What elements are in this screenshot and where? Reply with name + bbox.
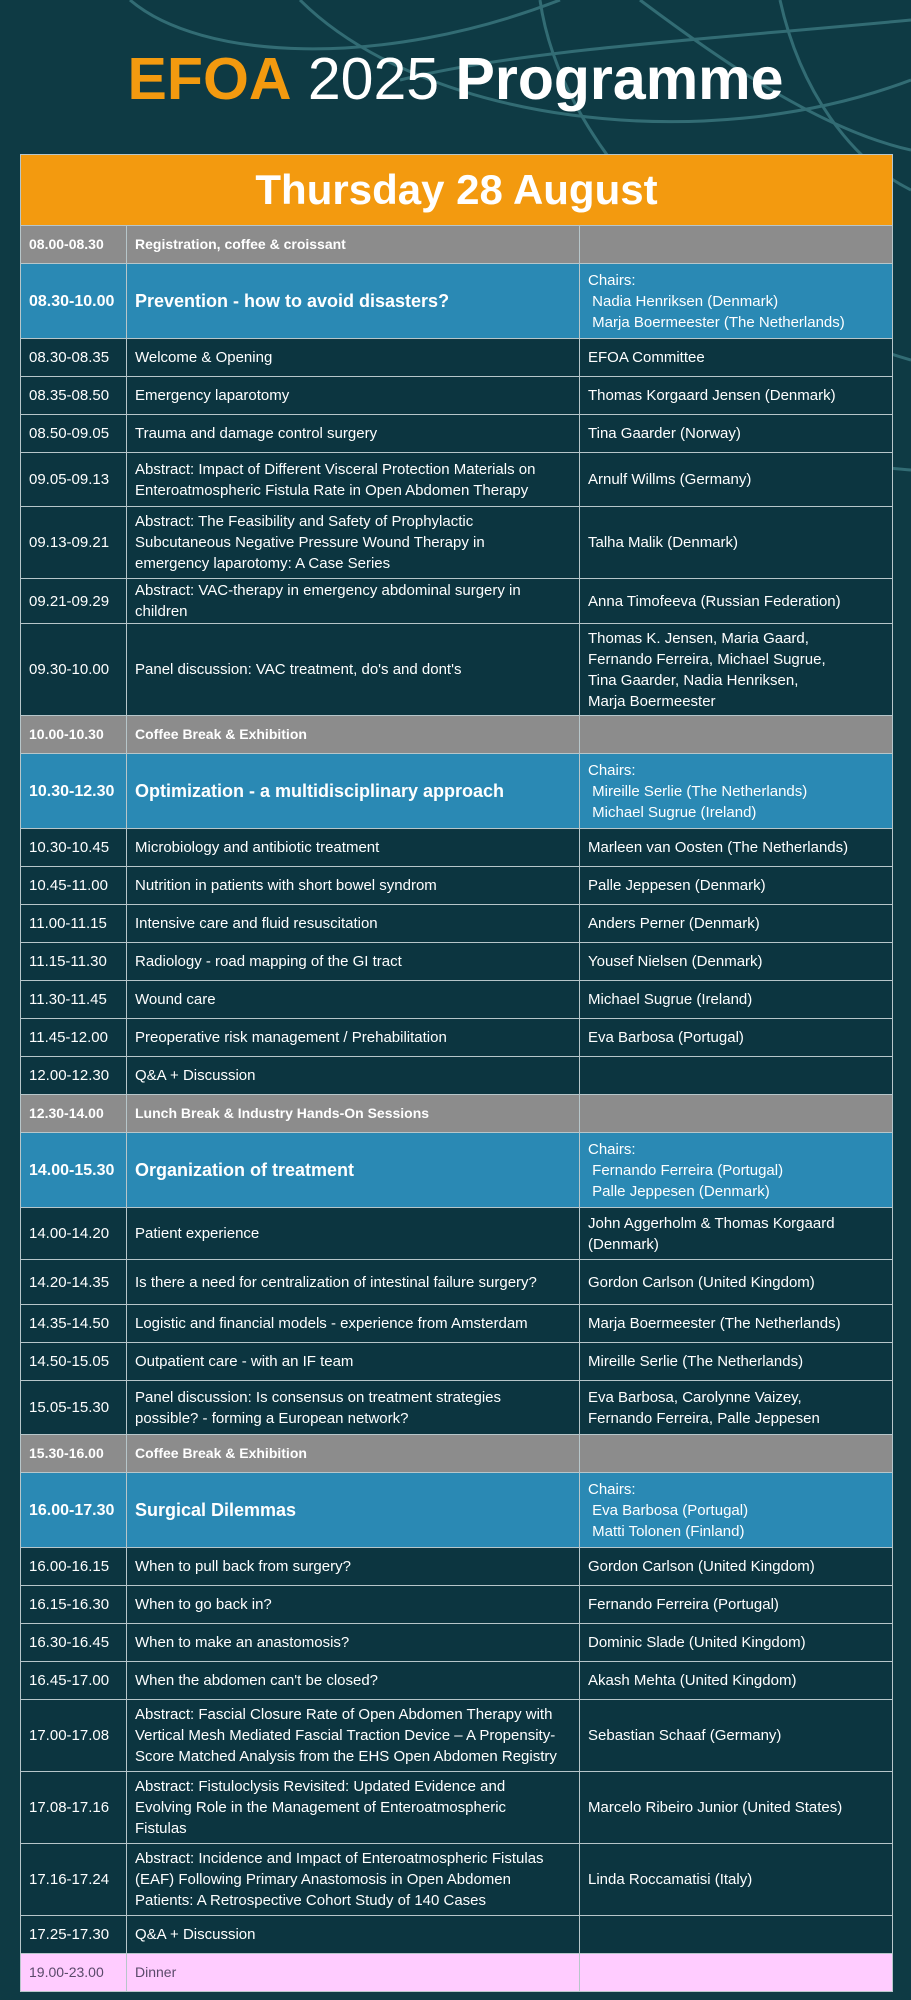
speaker-text (588, 1387, 820, 1429)
title-text (135, 1387, 501, 1429)
brand-name: EFOA (127, 46, 292, 112)
chairs-list (588, 1139, 783, 1202)
chairs-label: Chairs: (588, 1480, 636, 1498)
time-cell: 16.00-16.15 (21, 1548, 127, 1585)
chairs-cell (580, 754, 890, 828)
speaker-cell: Marja Boermeester (The Netherlands) (588, 1315, 841, 1332)
table-row (21, 1772, 892, 1844)
time-cell: 16.00-17.30 (21, 1473, 127, 1547)
time-cell: 11.30-11.45 (21, 981, 127, 1018)
speaker-cell: Anna Timofeeva (Russian Federation) (588, 592, 841, 610)
session-title: Prevention - how to avoid disasters? (127, 264, 580, 338)
chairs-list (588, 270, 845, 333)
speaker-cell: Fernando Ferreira (Portugal) (588, 1596, 779, 1613)
speaker-cell: Marleen van Oosten (The Netherlands) (588, 839, 849, 856)
programme-year: 2025 (307, 46, 440, 112)
table-row (21, 1916, 892, 1954)
time-cell: 15.05-15.30 (21, 1381, 127, 1434)
title-cell: When the abdomen can't be closed? (127, 1662, 580, 1699)
speaker-line: Marja Boermeester (588, 692, 716, 710)
table-row (21, 1662, 892, 1700)
speaker-cell: Michael Sugrue (Ireland) (588, 991, 753, 1008)
speaker-line: Thomas K. Jensen, Maria Gaard, (588, 629, 809, 647)
title-cell: Microbiology and antibiotic treatment (127, 829, 580, 866)
title-line: Abstract: Fascial Closure Rate of Open Abdomen Therapy with (135, 1706, 553, 1723)
time-cell: 17.25-17.30 (21, 1916, 127, 1953)
time-cell: 09.30-10.00 (21, 624, 127, 715)
title-line: Evolving Role in the Management of Enteroatmospheric (135, 1799, 507, 1816)
table-row (21, 943, 892, 981)
title-line: (EAF) Following Primary Anastomosis in Open Abdomen (135, 1871, 511, 1888)
title-cell: Intensive care and fluid resuscitation (127, 905, 580, 942)
speaker-cell: Arnulf Willms (Germany) (588, 471, 752, 488)
time-cell: 10.30-12.30 (21, 754, 127, 828)
speaker-line: Fernando Ferreira, Michael Sugrue, (588, 650, 826, 668)
title-cell (127, 453, 580, 506)
table-row (21, 453, 892, 507)
session-row (21, 264, 892, 339)
title-line: Subcutaneous Negative Pressure Wound Therapy in (135, 534, 485, 551)
time-cell: 14.00-15.30 (21, 1133, 127, 1207)
speaker-line: Eva Barbosa, Carolynne Vaizey, (588, 1388, 802, 1406)
speaker-cell: Akash Mehta (United Kingdom) (588, 1672, 797, 1689)
time-cell: 08.30-10.00 (21, 264, 127, 338)
title-cell: Logistic and financial models - experience from Amsterdam (127, 1305, 580, 1342)
table-row (21, 415, 892, 453)
speaker-cell: Anders Perner (Denmark) (588, 915, 760, 932)
chair-name: Mireille Serlie (The Netherlands) (588, 782, 808, 800)
chairs-list (588, 1479, 748, 1542)
title-line: Score Matched Analysis from the EHS Open Abdomen Registry (135, 1748, 557, 1765)
time-cell: 17.08-17.16 (21, 1772, 127, 1843)
speaker-line: John Aggerholm & Thomas Korgaard (588, 1214, 835, 1232)
speaker-cell: EFOA Committee (588, 349, 705, 366)
speaker-cell (580, 1208, 890, 1259)
time-cell: 14.00-14.20 (21, 1208, 127, 1259)
speaker-cell (580, 624, 890, 715)
break-row (21, 716, 892, 754)
time-cell: 14.50-15.05 (21, 1343, 127, 1380)
title-cell: Wound care (127, 981, 580, 1018)
title-cell: Registration, coffee & croissant (127, 226, 580, 263)
title-text (135, 580, 521, 622)
title-line: Enteroatmospheric Fistula Rate in Open Abdomen Therapy (135, 481, 529, 499)
title-cell: Welcome & Opening (127, 339, 580, 376)
title-cell: Lunch Break & Industry Hands-On Sessions (127, 1095, 580, 1132)
title-line: Patients: A Retrospective Cohort Study of 140 Cases (135, 1892, 487, 1909)
session-title: Organization of treatment (127, 1133, 580, 1207)
speaker-cell: Dominic Slade (United Kingdom) (588, 1634, 806, 1651)
speaker-cell: Thomas Korgaard Jensen (Denmark) (588, 387, 836, 404)
title-cell: When to go back in? (127, 1586, 580, 1623)
table-row (21, 1586, 892, 1624)
table-row (21, 339, 892, 377)
break-row (21, 1095, 892, 1133)
session-title: Optimization - a multidisciplinary approach (127, 754, 580, 828)
time-cell: 19.00-23.00 (21, 1954, 127, 1991)
title-cell: Preoperative risk management / Prehabilitation (127, 1019, 580, 1056)
time-cell: 14.20-14.35 (21, 1260, 127, 1304)
session-title: Surgical Dilemmas (127, 1473, 580, 1547)
chairs-cell (580, 264, 890, 338)
chairs-label: Chairs: (588, 1140, 636, 1158)
title-cell: Coffee Break & Exhibition (127, 1435, 580, 1472)
title-line: Fistulas (135, 1820, 187, 1837)
table-row (21, 377, 892, 415)
break-row (21, 226, 892, 264)
dinner-row (21, 1954, 892, 1992)
title-cell: Dinner (127, 1954, 580, 1991)
time-cell: 09.21-09.29 (21, 579, 127, 623)
title-text (135, 1776, 506, 1839)
time-cell: 16.30-16.45 (21, 1624, 127, 1661)
title-line: Abstract: Impact of Different Visceral Protection Materials on (135, 460, 536, 478)
time-cell: 08.35-08.50 (21, 377, 127, 414)
time-cell: 12.00-12.30 (21, 1057, 127, 1094)
time-cell: 16.15-16.30 (21, 1586, 127, 1623)
table-row (21, 1548, 892, 1586)
speaker-line: (Denmark) (588, 1235, 659, 1253)
speaker-line: Fernando Ferreira, Palle Jeppesen (588, 1409, 820, 1427)
title-cell: Emergency laparotomy (127, 377, 580, 414)
chair-name: Michael Sugrue (Ireland) (588, 803, 757, 821)
time-cell: 09.13-09.21 (21, 507, 127, 578)
time-cell: 08.50-09.05 (21, 415, 127, 452)
table-row (21, 1343, 892, 1381)
speaker-text (588, 1213, 835, 1255)
title-text (135, 459, 535, 501)
title-line: Abstract: The Feasibility and Safety of Prophylactic (135, 513, 474, 530)
chairs-list (588, 760, 807, 823)
time-cell: 14.35-14.50 (21, 1305, 127, 1342)
title-cell: Patient experience (127, 1208, 580, 1259)
speaker-cell: Eva Barbosa (Portugal) (588, 1029, 744, 1046)
table-row (21, 1260, 892, 1305)
title-line: Abstract: Incidence and Impact of Enteroatmospheric Fistulas (135, 1850, 544, 1867)
chairs-cell (580, 1473, 890, 1547)
speaker-cell: Yousef Nielsen (Denmark) (588, 953, 763, 970)
table-row (21, 1381, 892, 1435)
speaker-cell: Gordon Carlson (United Kingdom) (588, 1273, 815, 1291)
title-cell: Coffee Break & Exhibition (127, 716, 580, 753)
title-cell: When to pull back from surgery? (127, 1548, 580, 1585)
table-row (21, 579, 892, 624)
title-cell (127, 1772, 580, 1843)
speaker-cell (580, 1435, 890, 1472)
speaker-cell (580, 1095, 890, 1132)
table-row (21, 1208, 892, 1260)
speaker-cell (580, 1916, 890, 1953)
title-cell (127, 1381, 580, 1434)
title-cell (127, 579, 580, 623)
time-cell: 08.30-08.35 (21, 339, 127, 376)
time-cell: 11.45-12.00 (21, 1019, 127, 1056)
title-cell: Radiology - road mapping of the GI tract (127, 943, 580, 980)
time-cell: 17.16-17.24 (21, 1844, 127, 1915)
break-row (21, 1435, 892, 1473)
speaker-cell (580, 226, 890, 263)
time-cell: 12.30-14.00 (21, 1095, 127, 1132)
title-cell: Q&A + Discussion (127, 1057, 580, 1094)
speaker-cell: Tina Gaarder (Norway) (588, 425, 741, 442)
time-cell: 16.45-17.00 (21, 1662, 127, 1699)
time-cell: 08.00-08.30 (21, 226, 127, 263)
time-cell: 10.45-11.00 (21, 867, 127, 904)
page-title (0, 42, 911, 116)
table-row (21, 905, 892, 943)
programme-table (20, 154, 893, 1992)
title-cell: When to make an anastomosis? (127, 1624, 580, 1661)
session-row (21, 1473, 892, 1548)
speaker-cell: Talha Malik (Denmark) (588, 534, 739, 551)
title-cell: Trauma and damage control surgery (127, 415, 580, 452)
title-line: children (135, 603, 188, 620)
title-line: Abstract: Fistuloclysis Revisited: Updated Evidence and (135, 1778, 506, 1795)
table-row (21, 981, 892, 1019)
chair-name: Palle Jeppesen (Denmark) (588, 1182, 770, 1200)
speaker-cell: Palle Jeppesen (Denmark) (588, 877, 766, 894)
title-cell: Nutrition in patients with short bowel syndrom (127, 867, 580, 904)
speaker-text (588, 628, 826, 712)
speaker-line: Tina Gaarder, Nadia Henriksen, (588, 671, 799, 689)
table-row (21, 624, 892, 716)
time-cell: 11.00-11.15 (21, 905, 127, 942)
table-row (21, 1305, 892, 1343)
table-row (21, 1844, 892, 1916)
table-row (21, 507, 892, 579)
time-cell: 15.30-16.00 (21, 1435, 127, 1472)
speaker-cell: Linda Roccamatisi (Italy) (588, 1871, 753, 1888)
session-row (21, 754, 892, 829)
speaker-cell: Sebastian Schaaf (Germany) (588, 1727, 782, 1744)
title-cell: Is there a need for centralization of intestinal failure surgery? (127, 1260, 580, 1304)
title-cell: Panel discussion: VAC treatment, do's and dont's (127, 624, 580, 715)
title-text (135, 1848, 544, 1911)
chairs-label: Chairs: (588, 761, 636, 779)
chair-name: Fernando Ferreira (Portugal) (588, 1161, 784, 1179)
title-line: emergency laparotomy: A Case Series (135, 555, 391, 572)
title-line: Vertical Mesh Mediated Fascial Traction Device – A Propensity- (135, 1727, 556, 1744)
speaker-cell (580, 716, 890, 753)
title-line: possible? - forming a European network? (135, 1409, 409, 1427)
chair-name: Eva Barbosa (Portugal) (588, 1501, 749, 1519)
chair-name: Marja Boermeester (The Netherlands) (588, 313, 845, 331)
title-line: Panel discussion: Is consensus on treatment strategies (135, 1388, 502, 1406)
title-cell (127, 507, 580, 578)
time-cell: 17.00-17.08 (21, 1700, 127, 1771)
table-row (21, 867, 892, 905)
session-row (21, 1133, 892, 1208)
table-row (21, 1019, 892, 1057)
table-row (21, 1057, 892, 1095)
time-cell: 09.05-09.13 (21, 453, 127, 506)
time-cell: 10.00-10.30 (21, 716, 127, 753)
speaker-cell (580, 1057, 890, 1094)
time-cell: 10.30-10.45 (21, 829, 127, 866)
chair-name: Matti Tolonen (Finland) (588, 1522, 745, 1540)
programme-label: Programme (455, 46, 784, 112)
speaker-cell: Mireille Serlie (The Netherlands) (588, 1353, 804, 1370)
speaker-cell: Marcelo Ribeiro Junior (United States) (588, 1799, 843, 1816)
title-cell: Outpatient care - with an IF team (127, 1343, 580, 1380)
day-header: Thursday 28 August (21, 154, 892, 226)
time-cell: 11.15-11.30 (21, 943, 127, 980)
speaker-cell (580, 1381, 890, 1434)
title-cell: Q&A + Discussion (127, 1916, 580, 1953)
speaker-cell (580, 1954, 890, 1991)
chairs-label: Chairs: (588, 271, 636, 289)
title-line: Abstract: VAC-therapy in emergency abdominal surgery in (135, 582, 521, 599)
chairs-cell (580, 1133, 890, 1207)
title-cell (127, 1700, 580, 1771)
title-text (135, 1704, 557, 1767)
chair-name: Nadia Henriksen (Denmark) (588, 292, 779, 310)
table-row (21, 829, 892, 867)
speaker-cell: Gordon Carlson (United Kingdom) (588, 1558, 815, 1575)
table-row (21, 1624, 892, 1662)
title-cell (127, 1844, 580, 1915)
title-text (135, 511, 485, 574)
table-row (21, 1700, 892, 1772)
